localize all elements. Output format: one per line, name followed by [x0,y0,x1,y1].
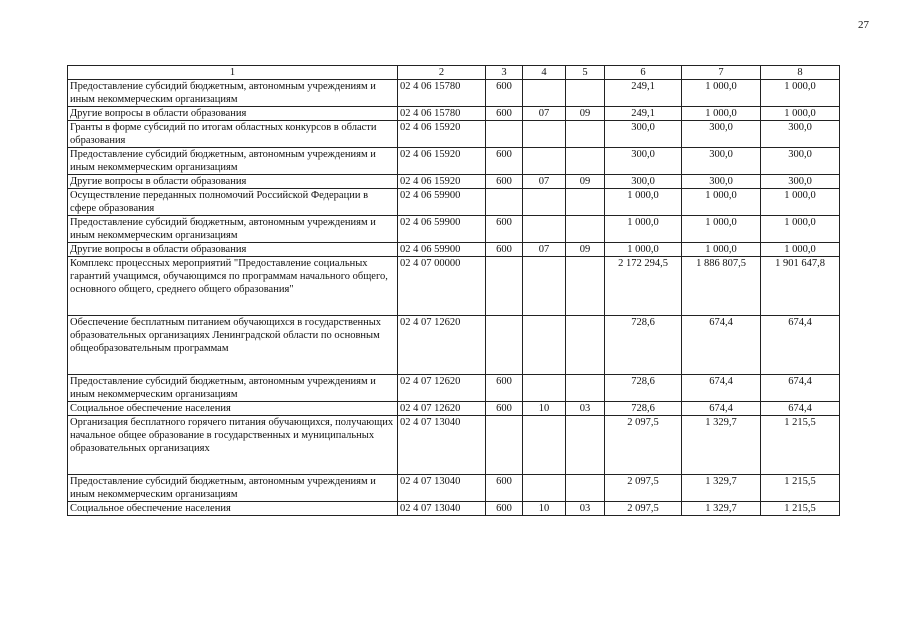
row-value-col8: 1 000,0 [761,243,840,257]
row-value-col7: 674,4 [682,375,761,402]
row-code-cell: 02 4 07 00000 [398,257,486,316]
row-col4-cell [523,148,566,175]
row-col4-cell: 07 [523,243,566,257]
row-col4-cell: 10 [523,402,566,416]
row-code-cell: 02 4 07 13040 [398,416,486,475]
header-cell: 3 [486,66,523,80]
row-value-col7: 1 000,0 [682,189,761,216]
row-value-col6: 728,6 [605,375,682,402]
table-row [68,475,840,502]
table-row [68,402,840,416]
row-code-cell: 02 4 06 59900 [398,189,486,216]
row-value-col8: 300,0 [761,121,840,148]
row-col3-cell [486,121,523,148]
row-name-cell: Комплекс процессных мероприятий "Предоставление социальных гарантий учащимся, обучающимся по программам начального общего, основного общего, среднего общего образования" [68,257,398,316]
table-row [68,243,840,257]
row-code-cell: 02 4 07 12620 [398,402,486,416]
row-col4-cell [523,416,566,475]
header-cell: 6 [605,66,682,80]
row-value-col6: 728,6 [605,316,682,375]
row-value-col6: 300,0 [605,175,682,189]
row-col3-cell [486,416,523,475]
table-row [68,148,840,175]
row-value-col6: 1 000,0 [605,189,682,216]
row-col3-cell: 600 [486,402,523,416]
header-cell: 2 [398,66,486,80]
row-name-cell: Организация бесплатного горячего питания обучающихся, получающих начальное общее образование в государственных и муниципальных образовательных организациях [68,416,398,475]
row-name-cell: Гранты в форме субсидий по итогам областных конкурсов в области образования [68,121,398,148]
row-name-cell: Предоставление субсидий бюджетным, автономным учреждениям и иным некоммерческим организациям [68,216,398,243]
row-code-cell: 02 4 06 15780 [398,80,486,107]
row-name-cell: Предоставление субсидий бюджетным, автономным учреждениям и иным некоммерческим организациям [68,475,398,502]
row-col3-cell: 600 [486,148,523,175]
row-code-cell: 02 4 07 12620 [398,375,486,402]
row-code-cell: 02 4 06 59900 [398,243,486,257]
row-value-col7: 1 000,0 [682,80,761,107]
table-row [68,216,840,243]
row-value-col7: 1 000,0 [682,243,761,257]
row-value-col7: 300,0 [682,148,761,175]
header-cell: 7 [682,66,761,80]
row-value-col8: 1 000,0 [761,216,840,243]
page-number: 27 [858,19,869,31]
row-value-col6: 1 000,0 [605,216,682,243]
row-col5-cell: 03 [566,502,605,516]
row-name-cell: Предоставление субсидий бюджетным, автономным учреждениям и иным некоммерческим организациям [68,148,398,175]
row-col3-cell: 600 [486,375,523,402]
row-col3-cell: 600 [486,475,523,502]
row-col5-cell [566,257,605,316]
row-name-cell: Другие вопросы в области образования [68,107,398,121]
row-value-col7: 1 329,7 [682,475,761,502]
table-row [68,175,840,189]
row-name-cell: Предоставление субсидий бюджетным, автономным учреждениям и иным некоммерческим организациям [68,80,398,107]
table-row [68,316,840,375]
row-value-col6: 2 097,5 [605,502,682,516]
row-col4-cell [523,121,566,148]
row-value-col7: 1 329,7 [682,416,761,475]
row-col3-cell: 600 [486,175,523,189]
row-name-cell: Социальное обеспечение населения [68,402,398,416]
row-value-col8: 1 215,5 [761,416,840,475]
row-value-col8: 674,4 [761,402,840,416]
row-col5-cell [566,121,605,148]
row-col3-cell: 600 [486,243,523,257]
row-name-cell: Другие вопросы в области образования [68,243,398,257]
row-col5-cell [566,189,605,216]
row-name-cell: Другие вопросы в области образования [68,175,398,189]
row-value-col8: 1 000,0 [761,189,840,216]
row-col4-cell [523,316,566,375]
row-value-col6: 1 000,0 [605,243,682,257]
row-col5-cell: 09 [566,175,605,189]
row-value-col7: 300,0 [682,175,761,189]
row-col3-cell [486,189,523,216]
row-value-col6: 728,6 [605,402,682,416]
row-col5-cell [566,80,605,107]
row-col4-cell [523,475,566,502]
row-col5-cell: 09 [566,243,605,257]
row-col4-cell [523,375,566,402]
row-col3-cell: 600 [486,107,523,121]
row-value-col8: 1 000,0 [761,80,840,107]
row-name-cell: Осуществление переданных полномочий Российской Федерации в сфере образования [68,189,398,216]
row-value-col8: 674,4 [761,375,840,402]
row-value-col7: 1 000,0 [682,107,761,121]
row-name-cell: Предоставление субсидий бюджетным, автономным учреждениям и иным некоммерческим организациям [68,375,398,402]
row-col5-cell [566,475,605,502]
row-col5-cell: 09 [566,107,605,121]
row-value-col6: 249,1 [605,80,682,107]
row-value-col8: 1 215,5 [761,475,840,502]
row-code-cell: 02 4 06 15780 [398,107,486,121]
row-value-col6: 300,0 [605,121,682,148]
row-code-cell: 02 4 07 13040 [398,502,486,516]
row-value-col8: 1 215,5 [761,502,840,516]
row-code-cell: 02 4 07 12620 [398,316,486,375]
row-col3-cell: 600 [486,216,523,243]
table-row [68,189,840,216]
row-value-col6: 249,1 [605,107,682,121]
row-value-col8: 1 000,0 [761,107,840,121]
row-col4-cell [523,80,566,107]
table-row [68,375,840,402]
row-col3-cell [486,316,523,375]
table-header-row [68,66,840,80]
row-col3-cell: 600 [486,502,523,516]
row-col5-cell: 03 [566,402,605,416]
row-value-col8: 674,4 [761,316,840,375]
row-value-col7: 1 000,0 [682,216,761,243]
row-col5-cell [566,316,605,375]
row-value-col7: 1 329,7 [682,502,761,516]
row-value-col6: 2 172 294,5 [605,257,682,316]
row-value-col8: 300,0 [761,175,840,189]
row-code-cell: 02 4 06 59900 [398,216,486,243]
row-col5-cell [566,148,605,175]
table-row [68,107,840,121]
row-col4-cell: 10 [523,502,566,516]
row-col3-cell: 600 [486,80,523,107]
row-value-col7: 674,4 [682,316,761,375]
table-row [68,502,840,516]
table-row [68,121,840,148]
row-value-col6: 2 097,5 [605,475,682,502]
row-col3-cell [486,257,523,316]
row-value-col8: 300,0 [761,148,840,175]
row-col4-cell [523,189,566,216]
header-cell: 8 [761,66,840,80]
row-value-col6: 2 097,5 [605,416,682,475]
row-value-col8: 1 901 647,8 [761,257,840,316]
row-col4-cell [523,257,566,316]
row-value-col6: 300,0 [605,148,682,175]
table-row [68,80,840,107]
budget-table [67,65,840,516]
row-value-col7: 300,0 [682,121,761,148]
row-value-col7: 1 886 807,5 [682,257,761,316]
header-cell: 4 [523,66,566,80]
row-code-cell: 02 4 06 15920 [398,175,486,189]
row-col4-cell [523,216,566,243]
row-col4-cell: 07 [523,175,566,189]
row-col5-cell [566,375,605,402]
row-col4-cell: 07 [523,107,566,121]
row-col5-cell [566,416,605,475]
row-col5-cell [566,216,605,243]
table-row [68,257,840,316]
row-name-cell: Социальное обеспечение населения [68,502,398,516]
row-code-cell: 02 4 06 15920 [398,121,486,148]
table-row [68,416,840,475]
header-cell: 1 [68,66,398,80]
row-code-cell: 02 4 06 15920 [398,148,486,175]
header-cell: 5 [566,66,605,80]
row-value-col7: 674,4 [682,402,761,416]
row-code-cell: 02 4 07 13040 [398,475,486,502]
row-name-cell: Обеспечение бесплатным питанием обучающихся в государственных образовательных организациях Ленинградской области по основным общеобразовательным программам [68,316,398,375]
